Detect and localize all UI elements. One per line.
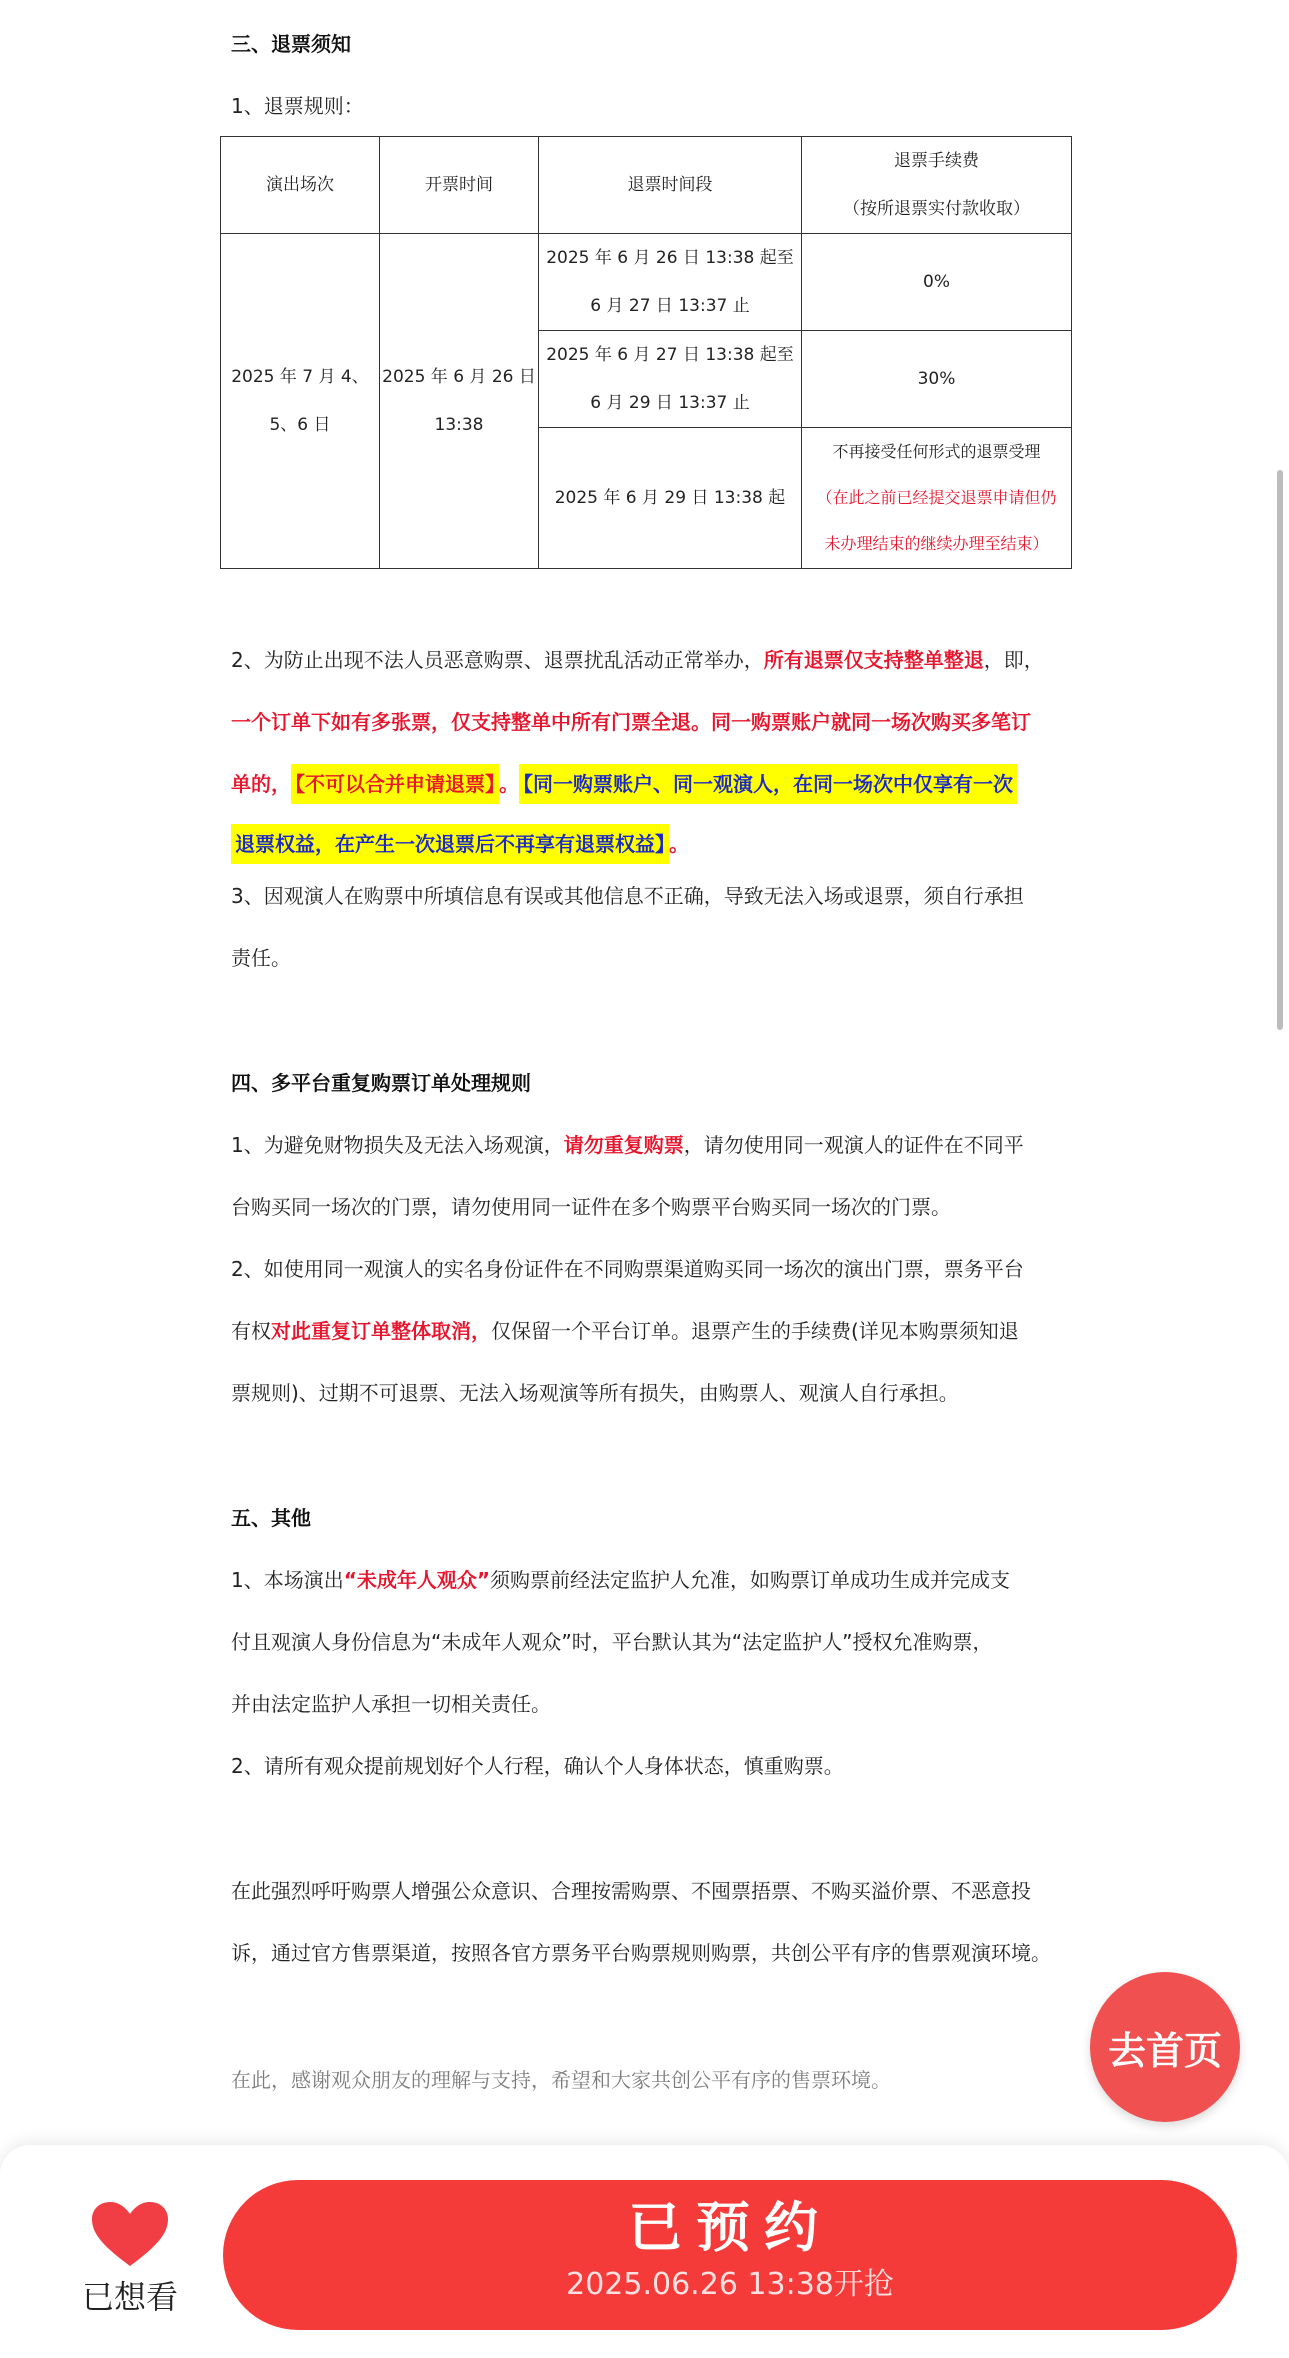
section5-p1-line1 (231, 1564, 1010, 1593)
sale-start-time: 2025.06.26 13:38开抢 (566, 2267, 894, 2302)
fee-3-line3: 未办理结束的继续办理至结束） (824, 534, 1049, 553)
rule2-highlight-full-refund: 所有退票仅支持整单整退 (763, 648, 984, 672)
rule2-line4 (231, 828, 689, 857)
fee-cell-3 (802, 428, 1072, 569)
section4-p2-line1: 2、如使用同一观演人的实名身份证件在不同购票渠道购买同一场次的演出门票，票务平台 (231, 1257, 1024, 1281)
section5-p1-line2: 付且观演人身份信息为“未成年人观众”时，平台默认其为“法定监护人”授权允准购票， (231, 1630, 993, 1654)
header-sale-time: 开票时间 (380, 137, 539, 234)
fee-3-line1: 不再接受任何形式的退票受理 (832, 442, 1041, 461)
section5-title: 五、其他 (231, 1506, 311, 1530)
header-show: 演出场次 (221, 137, 380, 234)
period-cell-3: 2025 年 6 月 29 日 13:38 起 (539, 428, 802, 569)
go-home-button[interactable]: 去首页 (1090, 1972, 1240, 2122)
period-2-line2: 6 月 29 日 13:37 止 (590, 393, 750, 413)
s4-p2-d: 仅保留一个平台订单。退票产生的手续费(详见本购票须知退 (491, 1319, 1019, 1343)
rule2-text-e: 单的， (231, 772, 291, 796)
section4-p2-line3: 票规则)、过期不可退票、无法入场观演等所有损失，由购票人、观演人自行承担。 (231, 1381, 959, 1405)
rule3-line2: 责任。 (231, 946, 291, 970)
period-cell-2 (539, 331, 802, 428)
section4-p2-line2 (231, 1315, 1019, 1344)
section4-p1-line2: 台购买同一场次的门票，请勿使用同一证件在多个购票平台购买同一场次的门票。 (231, 1195, 951, 1219)
period-1-line2: 6 月 27 日 13:37 止 (590, 296, 750, 316)
section5-p2: 2、请所有观众提前规划好个人行程，确认个人身体状态，慎重购票。 (231, 1754, 844, 1778)
header-fee (802, 137, 1072, 234)
rule2-text-c: ，即， (983, 648, 1044, 672)
rule2-text-j: 。 (669, 832, 689, 856)
period-2-line1: 2025 年 6 月 27 日 13:38 起至 (546, 345, 794, 365)
show-dates-line1: 2025 年 7 月 4、 (231, 367, 369, 387)
s4-p1-a: 1、为避免财物损失及无法入场观演， (231, 1133, 564, 1157)
reserved-button[interactable] (223, 2180, 1237, 2330)
header-period: 退票时间段 (539, 137, 802, 234)
s5-minor-highlight: “未成年人观众” (343, 1568, 491, 1592)
sale-time-cell (380, 234, 539, 569)
s4-p2-b: 有权 (231, 1319, 271, 1343)
appeal-line1: 在此强烈呼吁购票人增强公众意识、合理按需购票、不囤票捂票、不购买溢价票、不恶意投 (231, 1879, 1031, 1903)
section5-p1-line3: 并由法定监护人承担一切相关责任。 (231, 1692, 551, 1716)
header-fee-label: 退票手续费 (894, 151, 979, 171)
period-1-line1: 2025 年 6 月 26 日 13:38 起至 (546, 248, 794, 268)
fee-3-line2: （在此之前已经提交退票申请但仍 (816, 488, 1057, 507)
show-dates-cell (221, 234, 380, 569)
show-dates-line2: 5、6 日 (269, 415, 331, 435)
appeal-line2: 诉，通过官方售票渠道，按照各官方票务平台购票规则购票，共创公平有序的售票观演环境。 (231, 1941, 1051, 1965)
rule2-text-g: 。 (499, 772, 519, 796)
scrollbar[interactable] (1277, 470, 1283, 1030)
s4-p1-c: ，请勿使用同一观演人的证件在不同平 (683, 1133, 1024, 1157)
rule2-line2: 一个订单下如有多张票，仅支持整单中所有门票全退。同一购票账户就同一场次购买多笔订 (231, 710, 1031, 734)
heart-icon (70, 2200, 190, 2268)
fee-cell-2: 30% (802, 331, 1072, 428)
rule2-line1 (231, 644, 1044, 673)
header-fee-note: （按所退票实付款收取） (843, 199, 1030, 219)
want-to-see-label: 已想看 (81, 2278, 178, 2316)
fee-cell-1: 0% (802, 234, 1072, 331)
rule2-text-a: 2、为防止出现不法人员恶意购票、退票扰乱活动正常举办， (231, 648, 764, 672)
refund-rule-label: 1、退票规则： (231, 94, 364, 118)
rule2-one-refund-highlight-cont: 退票权益，在产生一次退票后不再享有退票权益】 (231, 824, 669, 864)
period-cell-1 (539, 234, 802, 331)
rule3-line1: 3、因观演人在购票中所填信息有误或其他信息不正确，导致无法入场或退票，须自行承担 (231, 884, 1024, 908)
rule2-one-refund-highlight: 【同一购票账户、同一观演人，在同一场次中仅享有一次 (519, 764, 1017, 804)
sale-time-line1: 2025 年 6 月 26 日 (382, 367, 536, 387)
sale-time-line2: 13:38 (434, 415, 484, 435)
thanks-text: 在此，感谢观众朋友的理解与支持，希望和大家共创公平有序的售票环境。 (231, 2068, 891, 2092)
s4-no-duplicate-highlight: 请勿重复购票 (563, 1133, 684, 1157)
section4-title: 四、多平台重复购票订单处理规则 (231, 1071, 531, 1095)
rule2-no-merge-highlight: 【不可以合并申请退票】 (291, 764, 499, 804)
section4-p1-line1 (231, 1129, 1024, 1158)
s5-p1-c: 须购票前经法定监护人允准，如购票订单成功生成并完成支 (490, 1568, 1011, 1592)
s4-cancel-highlight: 对此重复订单整体取消， (271, 1319, 491, 1343)
reserved-title: 已预约 (628, 2196, 832, 2259)
s5-p1-a: 1、本场演出 (231, 1568, 344, 1592)
want-to-see-button[interactable] (70, 2200, 190, 2318)
rule2-line3 (231, 768, 1017, 797)
refund-table (220, 136, 1072, 569)
section3-title: 三、退票须知 (231, 32, 351, 56)
